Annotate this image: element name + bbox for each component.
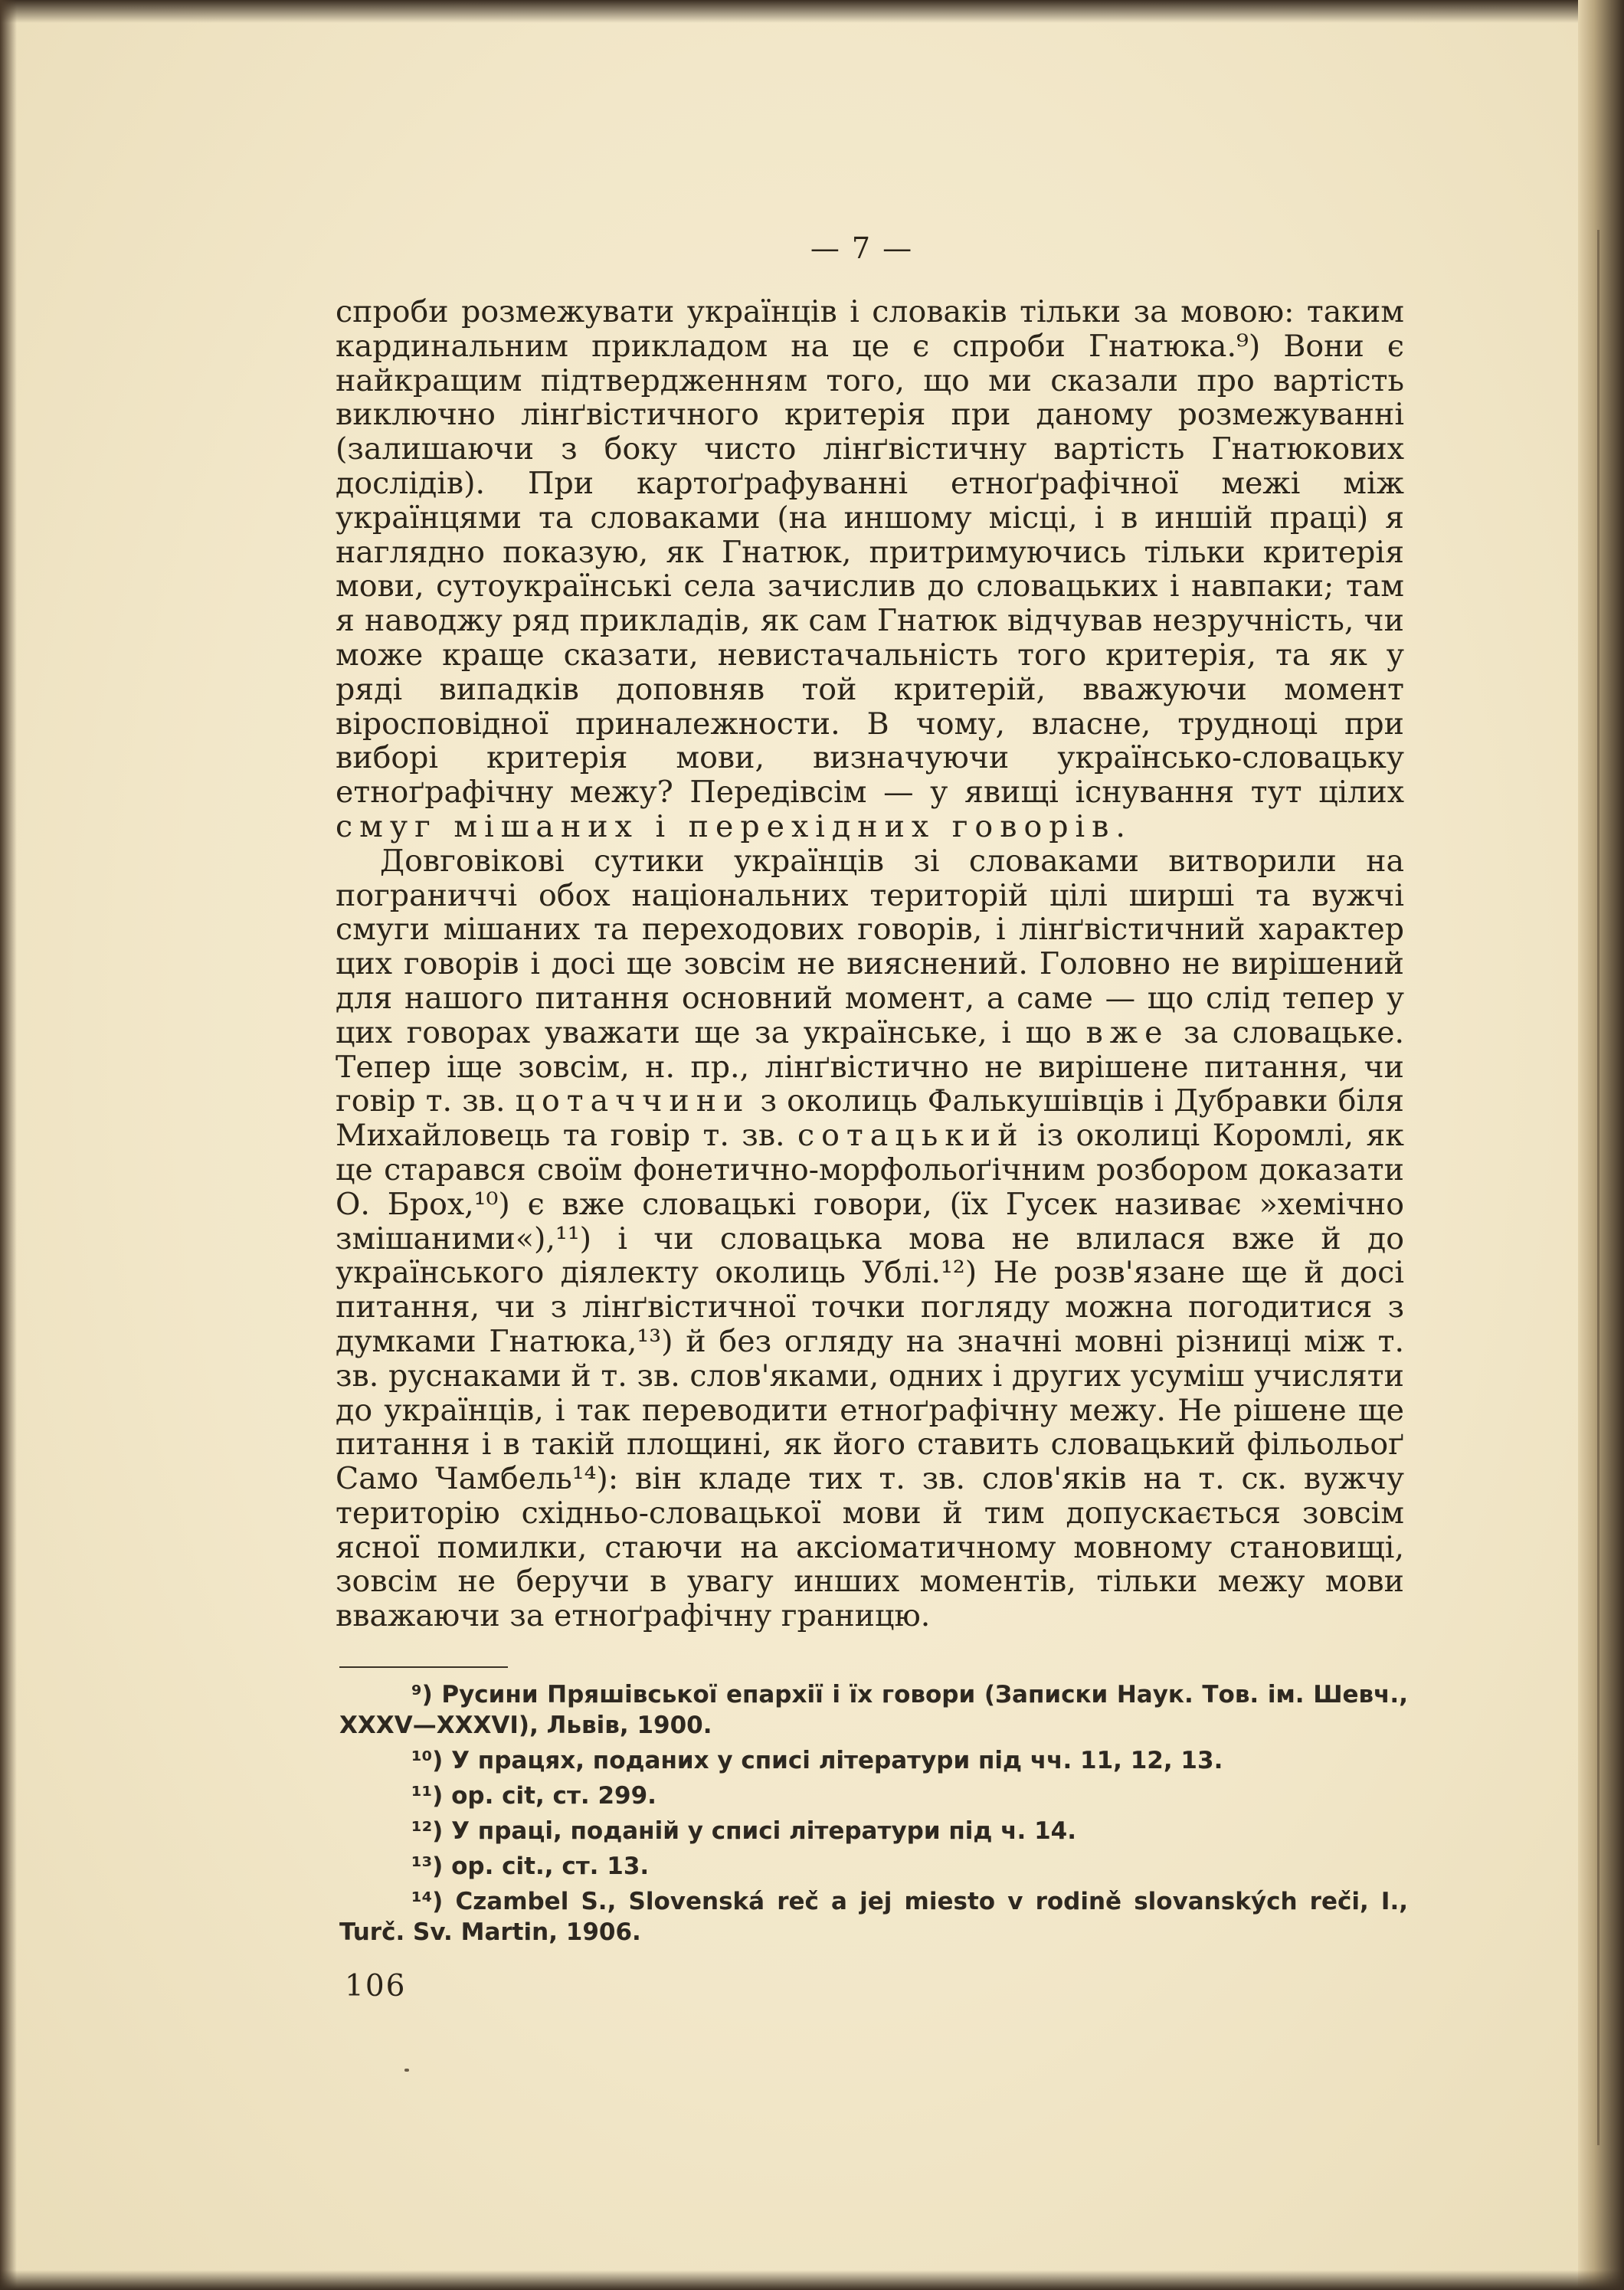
scan-edge-bottom: [0, 2270, 1624, 2290]
footnote: ¹⁴) Czambel S., Slovenská reč a jej miesto v rodině slovanských reči, I., Turč. Sv. Martin, 1906.: [339, 1888, 1408, 1946]
spaced-emphasis-text: сотацький: [797, 1118, 1025, 1154]
page-number: 106: [345, 1969, 407, 2003]
main-text: [336, 295, 1404, 1633]
spaced-emphasis-text: цотаччини: [515, 1083, 751, 1119]
spaced-emphasis-text: вже: [1085, 1014, 1170, 1050]
paragraph-1: [336, 295, 1404, 844]
text-run: .: [1115, 808, 1125, 844]
footnote: ¹³) op. cit., ст. 13.: [411, 1853, 650, 1880]
scan-edge-left: [0, 0, 17, 2290]
text-run: за словацьке. Тепер іще зовсім, н. пр., лінґвістично не вирішене питання, чи говір т. зв.: [336, 1014, 1404, 1119]
footnote: ¹²) У праці, поданій у списі літератури під ч. 14.: [411, 1817, 1076, 1845]
text-run: із околиці Коромлі, як це старався своїм фонетично-морфольоґічним розбором доказати О. Брох,¹⁰) є вже словацькі говори, (їх Гусек називає »хемічно змішаними«),¹¹) і чи словацька мова не влилася вже й до українського діялекту околиць Ублі.¹²) Не розв'язане ще й досі питання, чи з лінґвістичної точки погляду можна погодитися з думками Гнатюка,¹³) й без огляду на значні мовні різниці між т. зв. руснаками й т. зв. слов'яками, одних і других усуміш учисляти до українців, і так переводити етноґрафічну межу. Не рішене ще питання і в такій площині, як його ставить словацький фільольоґ Само Чамбель¹⁴): він кладе тих т. зв. слов'яків на т. ск. вужчу територію східньо-словацької мови й тим допускається зовсім ясної помилки, стаючи на аксіоматичному мовному становищі, зовсім не беручи в увагу инших моментів, тільки межу мови вважаючи за етноґрафічну границю.: [336, 1118, 1404, 1634]
text-run: Довговікові сутики українців зі словаками витворили на пограниччі обох національних територій цілі ширші та вужчі смуги мішаних та переходових говорів, і лінґвістичний характер цих говорів і досі ще зовсім не вияснений. Головно не вирішений для нашого питання основний момент, а саме — що слід тепер у цих говорах уважати ще за українське, і що: [336, 843, 1404, 1050]
footnote: ¹⁰) У працях, поданих у списі літератури під чч. 11, 12, 13.: [411, 1747, 1223, 1774]
text-run: з околиць Фалькушівців і Дубравки біля Михайловець та говір т. зв.: [336, 1083, 1404, 1154]
footnotes: [339, 1679, 1408, 1952]
scan-edge-right: [1578, 0, 1624, 2290]
spaced-emphasis-text: смуг мішаних і перехідних говорів: [336, 808, 1116, 844]
footnote-separator-rule: [339, 1666, 508, 1668]
paragraph-2: [336, 844, 1404, 1633]
running-header-page-number: — 7 —: [810, 231, 914, 265]
paper-speck: [404, 2069, 409, 2072]
scan-edge-top: [0, 0, 1624, 23]
binding-shadow-line: [1597, 230, 1599, 2145]
footnote: ⁹) Русини Пряшівської епархії і їх говори (Записки Наук. Тов. ім. Шевч., XXXV—XXXVI), Львів, 1900.: [339, 1681, 1408, 1739]
text-run: спроби розмежувати українців і словаків тільки за мовою: таким кардинальним прикладом на це є спроби Гнатюка.⁹) Вони є найкращим підтвердженням того, що ми сказали про вартість виключно лінґвістичного критерія при даному розмежуванні (залишаючи з боку чисто лінґвістичну вартість Гнатюкових дослідів). При картоґрафуванні етноґрафічної межі між українцями та словаками (на иншому місці, і в иншій праці) я наглядно показую, як Гнатюк, притримуючись тільки критерія мови, сутоукраїнські села зачислив до словацьких і навпаки; там я наводжу ряд прикладів, як сам Гнатюк відчував незручність, чи може краще сказати, невистачальність того критерія, та як у ряді випадків доповняв той критерій, вважуючи момент віросповідної приналежности. В чому, власне, трудноці при виборі критерія мови, визначуючи українсько-словацьку етноґрафічну межу? Передівсім — у явищі існування тут цілих: [336, 294, 1404, 811]
footnote: ¹¹) op. cit, ст. 299.: [411, 1782, 656, 1810]
